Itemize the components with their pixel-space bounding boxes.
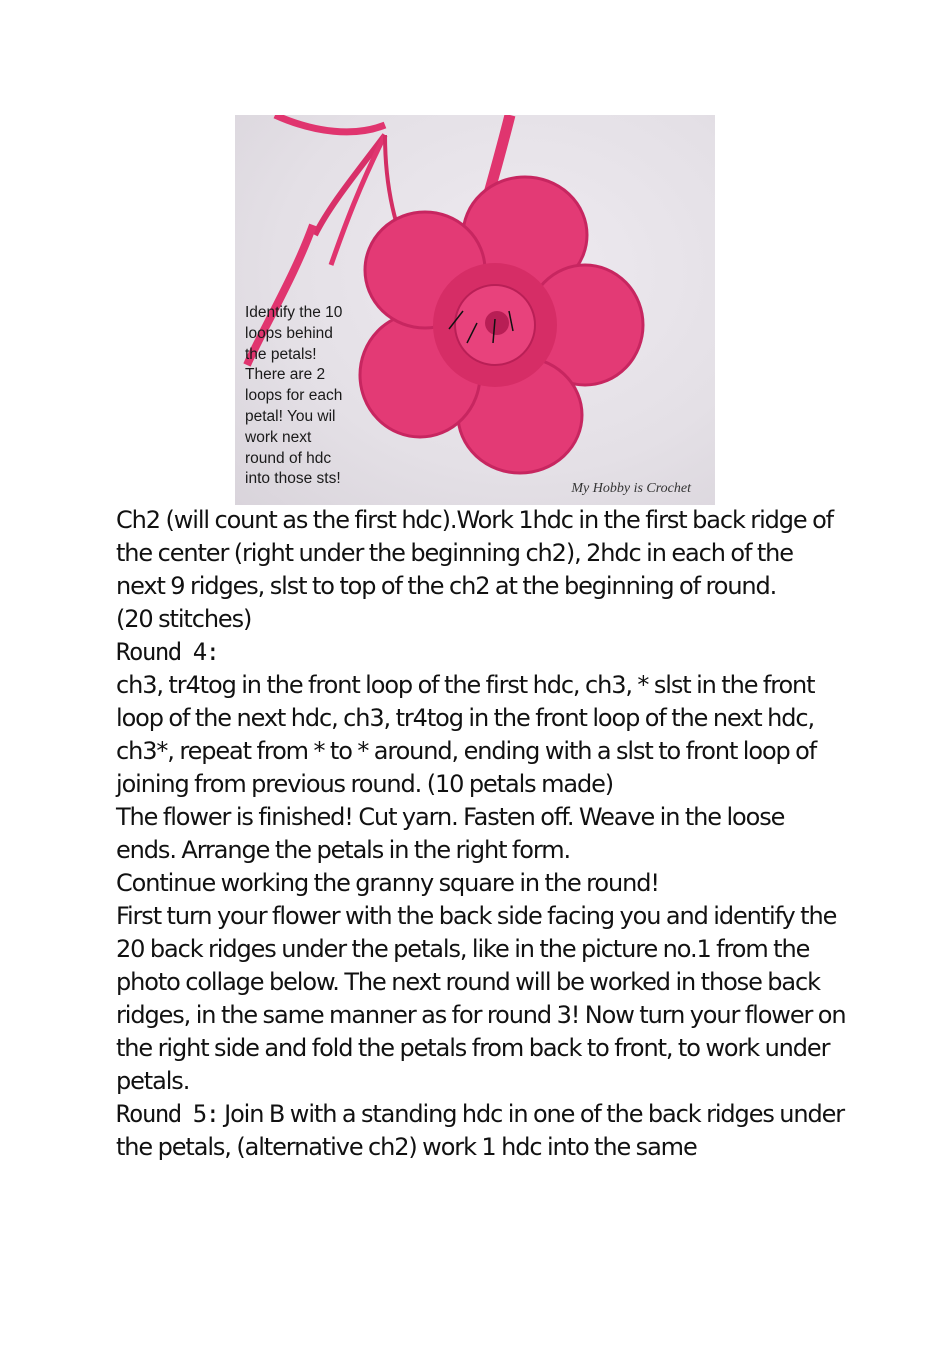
caption-line: the petals! (245, 345, 317, 363)
instruction-paragraph: The flower is finished! Cut yarn. Fasten off. Weave in the loose ends. Arrange the petals in the right form. (116, 803, 785, 864)
caption-line: petal! You wil (245, 407, 336, 425)
instruction-paragraph: First turn your flower with the back side facing you and identify the 20 back ridges under the petals, like in the picture no.1 from the photo collage below. The next round will be worked in those back ridges, in the same manner as for round 3! Now turn your flower on the right side and fold the petals from back to front, to work under petals. (116, 902, 846, 1095)
instruction-paragraph: Continue working the granny square in the round! (116, 869, 659, 897)
round-5-text: Join B with a standing hdc in one of the back ridges under the petals, (alternative ch2) work 1 hdc into the same (116, 1100, 845, 1161)
pattern-instructions (116, 504, 846, 1164)
caption-line: loops behind (245, 324, 333, 342)
caption-line: work next (245, 428, 312, 446)
caption-line: There are 2 (245, 366, 326, 384)
round-5-heading: Round 5: (116, 1100, 219, 1128)
round-4-heading: Round 4: (116, 638, 219, 666)
round-5-paragraph (116, 1098, 846, 1164)
caption-line: round of hdc (245, 449, 332, 467)
caption-line: into those sts! (245, 470, 341, 488)
instruction-paragraph: ch3, tr4tog in the front loop of the first hdc, ch3, * slst in the front loop of the next hdc, ch3, tr4tog in the front loop of the next hdc, ch3*, repeat from * to * around, ending with a slst to front loop of joining from previous round. (10 petals made) (116, 671, 817, 798)
photo-watermark: My Hobby is Crochet (571, 481, 691, 496)
crochet-flower-photo (235, 115, 715, 505)
caption-line: loops for each (245, 387, 343, 405)
photo-caption (245, 303, 365, 490)
instruction-paragraph: Ch2 (will count as the first hdc).Work 1hdc in the first back ridge of the center (right under the beginning ch2), 2hdc in each of the next 9 ridges, slst to top of the ch2 at the beginning of round. (116, 506, 834, 600)
caption-line: Identify the 10 (245, 304, 343, 321)
stitch-count: (20 stitches) (116, 605, 252, 633)
